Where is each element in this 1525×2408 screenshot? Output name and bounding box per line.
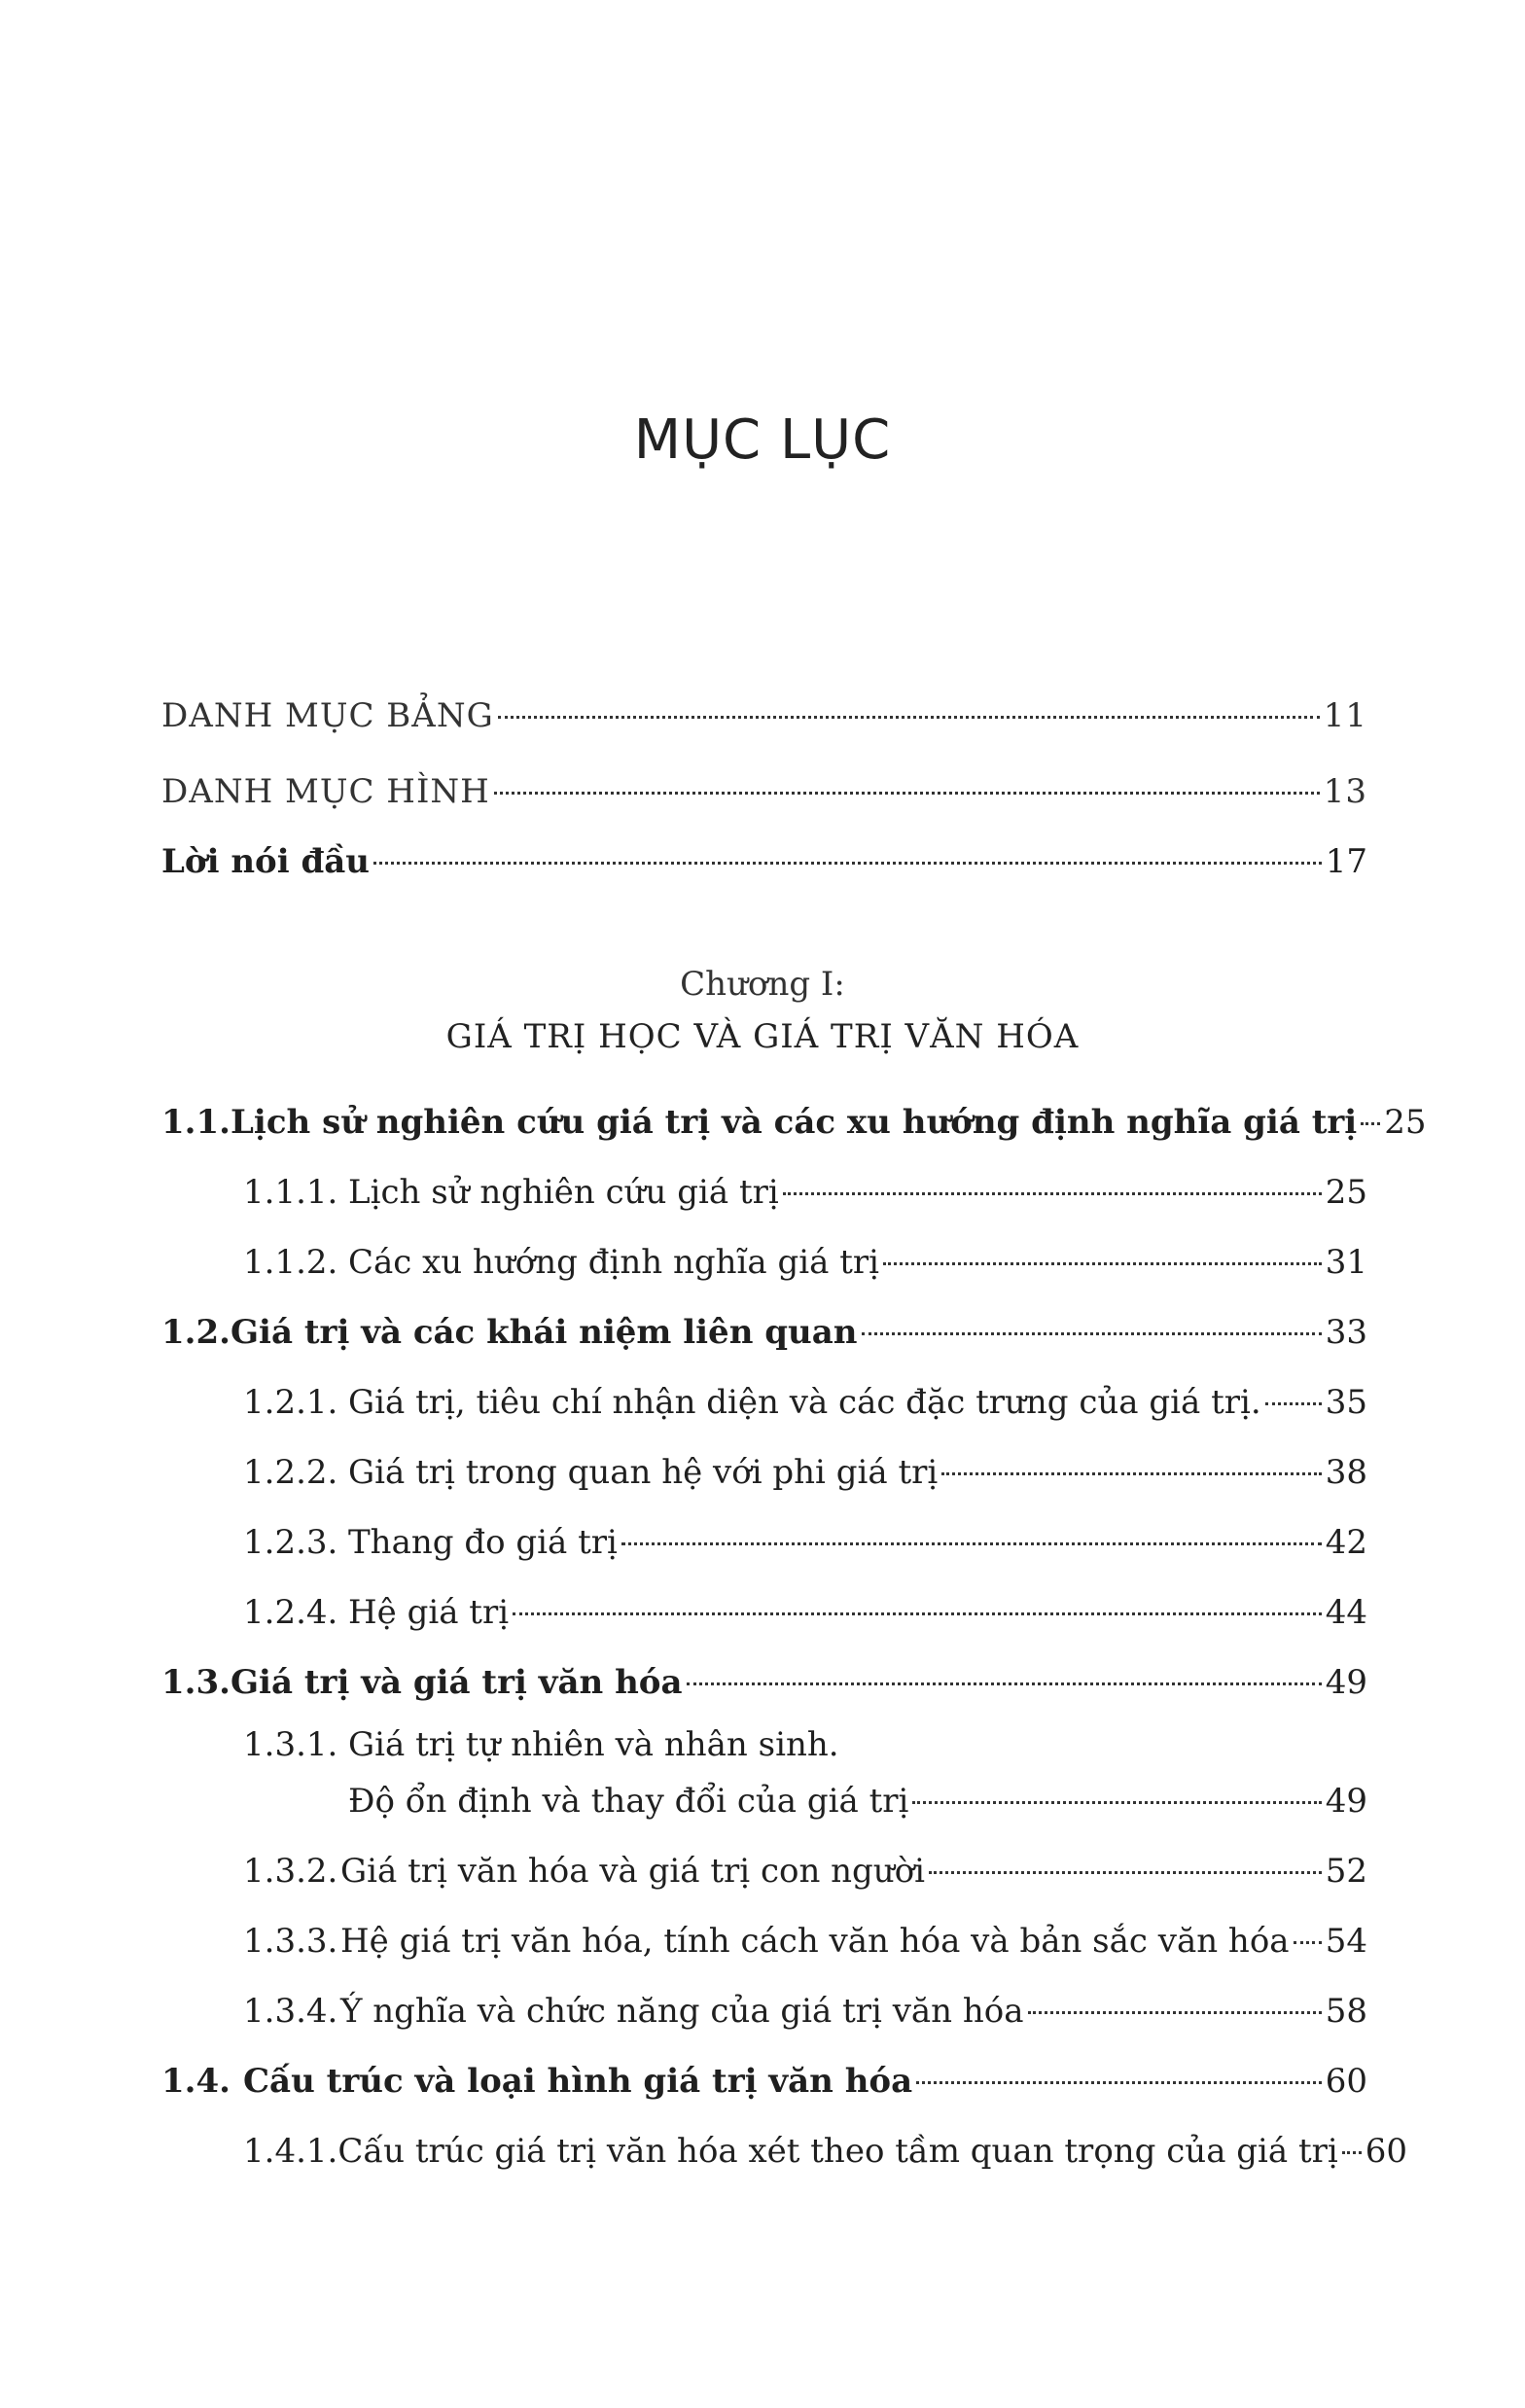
toc-entry-page: 60 <box>1365 2132 1408 2171</box>
toc-entry-1-1[interactable] <box>161 1099 1427 1146</box>
toc-entry-title: DANH MỤC HÌNH <box>161 772 490 811</box>
toc-entry-page: 25 <box>1384 1103 1427 1142</box>
toc-entry-loi-noi-dau[interactable] <box>161 838 1367 885</box>
toc-entry-number: 1.1.2. <box>243 1243 338 1282</box>
toc-entry-title: Giá trị và các khái niệm liên quan <box>231 1313 858 1352</box>
toc-entry-title: DANH MỤC BẢNG <box>161 696 494 735</box>
toc-entry-title: Lời nói đầu <box>161 842 371 881</box>
toc-entry-page: 17 <box>1325 842 1367 881</box>
toc-entry-1-2[interactable] <box>161 1309 1367 1356</box>
toc-entry-page: 52 <box>1325 1852 1367 1891</box>
dot-leader <box>941 1472 1321 1475</box>
dot-leader <box>1265 1402 1322 1405</box>
dot-leader <box>912 1801 1321 1804</box>
toc-entry-page: 13 <box>1323 772 1367 811</box>
toc-entry-number: 1.2.3. <box>243 1523 338 1562</box>
toc-entry-page: 11 <box>1323 696 1367 735</box>
toc-entry-page: 33 <box>1325 1313 1367 1352</box>
toc-entry-title: Giá trị và giá trị văn hóa <box>231 1663 683 1702</box>
toc-entry-page: 49 <box>1325 1782 1367 1821</box>
toc-entry-number: 1.3.2. <box>243 1852 338 1891</box>
toc-entry-number: 1.3. <box>161 1663 231 1702</box>
toc-entry-title: Giá trị trong quan hệ với phi giá trị <box>348 1453 939 1492</box>
toc-entry-page: 54 <box>1325 1922 1367 1961</box>
toc-entry-title: Giá trị, tiêu chí nhận diện và các đặc trưng của giá trị. <box>348 1383 1261 1422</box>
toc-entry-number: 1.4.1. <box>243 2132 338 2171</box>
toc-entry-title: Cấu trúc và loại hình giá trị văn hóa <box>243 2062 913 2101</box>
dot-leader <box>1028 2011 1322 2014</box>
toc-entry-page: 58 <box>1325 1992 1367 2031</box>
toc-entry-1-1-2[interactable] <box>243 1239 1367 1286</box>
toc-entry-title: Hệ giá trị <box>348 1593 510 1632</box>
toc-entry-number: 1.3.3. <box>243 1922 338 1961</box>
chapter-label: Chương I: <box>680 965 845 1004</box>
toc-entry-1-2-3[interactable] <box>243 1519 1367 1566</box>
toc-entry-number: 1.4. <box>161 2062 231 2101</box>
dot-leader <box>929 1871 1322 1874</box>
toc-entry-title: Giá trị văn hóa và giá trị con người <box>340 1852 926 1891</box>
toc-entry-danh-muc-hinh[interactable] <box>161 768 1367 815</box>
dot-leader <box>621 1542 1322 1545</box>
dot-leader <box>687 1682 1322 1685</box>
toc-entry-title: Cấu trúc giá trị văn hóa xét theo tầm quan trọng của giá trị <box>337 2132 1338 2171</box>
toc-entry-1-2-1[interactable] <box>243 1379 1367 1426</box>
toc-entry-page: 31 <box>1325 1243 1367 1282</box>
toc-entry-1-4-1[interactable] <box>243 2128 1408 2175</box>
toc-entry-1-3-3[interactable] <box>243 1918 1367 1965</box>
toc-entry-1-3[interactable] <box>161 1659 1367 1706</box>
dot-leader <box>916 2081 1322 2084</box>
toc-entry-title: Ý nghĩa và chức năng của giá trị văn hóa <box>340 1992 1024 2031</box>
toc-entry-title: Hệ giá trị văn hóa, tính cách văn hóa và bản sắc văn hóa <box>340 1922 1290 1961</box>
dot-leader <box>498 716 1320 719</box>
toc-entry-1-3-2[interactable] <box>243 1848 1367 1895</box>
toc-entry-1-3-4[interactable] <box>243 1988 1367 2035</box>
toc-entry-title: Giá trị tự nhiên và nhân sinh. <box>348 1725 839 1764</box>
toc-entry-number: 1.2.1. <box>243 1383 338 1422</box>
toc-entry-page: 35 <box>1325 1383 1367 1422</box>
toc-entry-number: 1.3.4. <box>243 1992 338 2031</box>
toc-entry-number: 1.2.4. <box>243 1593 338 1632</box>
toc-entry-page: 60 <box>1325 2062 1367 2101</box>
toc-entry-number: 1.1. <box>161 1103 231 1142</box>
chapter-title: GIÁ TRỊ HỌC VÀ GIÁ TRỊ VĂN HÓA <box>445 1017 1080 1056</box>
dot-leader <box>494 792 1320 795</box>
toc-entry-page: 25 <box>1325 1173 1367 1212</box>
toc-entry-page: 42 <box>1325 1523 1367 1562</box>
dot-leader <box>373 862 1322 865</box>
dot-leader <box>1342 2151 1362 2154</box>
toc-entry-1-4[interactable] <box>161 2058 1367 2105</box>
dot-leader <box>1294 1941 1322 1944</box>
toc-entry-page: 44 <box>1325 1593 1367 1632</box>
toc-entry-number: 1.2.2. <box>243 1453 338 1492</box>
toc-entry-danh-muc-bang[interactable] <box>161 692 1367 739</box>
dot-leader <box>513 1612 1322 1615</box>
toc-entry-title: Các xu hướng định nghĩa giá trị <box>348 1243 880 1282</box>
dot-leader <box>883 1262 1322 1265</box>
toc-entry-1-3-1-first-line[interactable] <box>243 1721 839 1768</box>
toc-entry-title: Thang đo giá trị <box>348 1523 618 1562</box>
toc-entry-number: 1.3.1. <box>243 1725 338 1764</box>
toc-entry-title: Lịch sử nghiên cứu giá trị và các xu hướng định nghĩa giá trị <box>231 1103 1358 1142</box>
toc-entry-page: 49 <box>1325 1663 1367 1702</box>
toc-entry-1-3-1[interactable] <box>348 1778 1367 1824</box>
page-title: MỤC LỤC <box>633 408 892 472</box>
toc-entry-title-line2: Độ ổn định và thay đổi của giá trị <box>348 1782 909 1821</box>
toc-entry-1-1-1[interactable] <box>243 1169 1367 1216</box>
toc-entry-page: 38 <box>1325 1453 1367 1492</box>
dot-leader <box>862 1332 1322 1335</box>
toc-entry-number: 1.2. <box>161 1313 231 1352</box>
dot-leader <box>783 1192 1322 1195</box>
toc-entry-1-2-4[interactable] <box>243 1589 1367 1636</box>
toc-entry-1-2-2[interactable] <box>243 1449 1367 1496</box>
toc-entry-title: Lịch sử nghiên cứu giá trị <box>348 1173 779 1212</box>
dot-leader <box>1361 1122 1380 1125</box>
toc-entry-number: 1.1.1. <box>243 1173 338 1212</box>
